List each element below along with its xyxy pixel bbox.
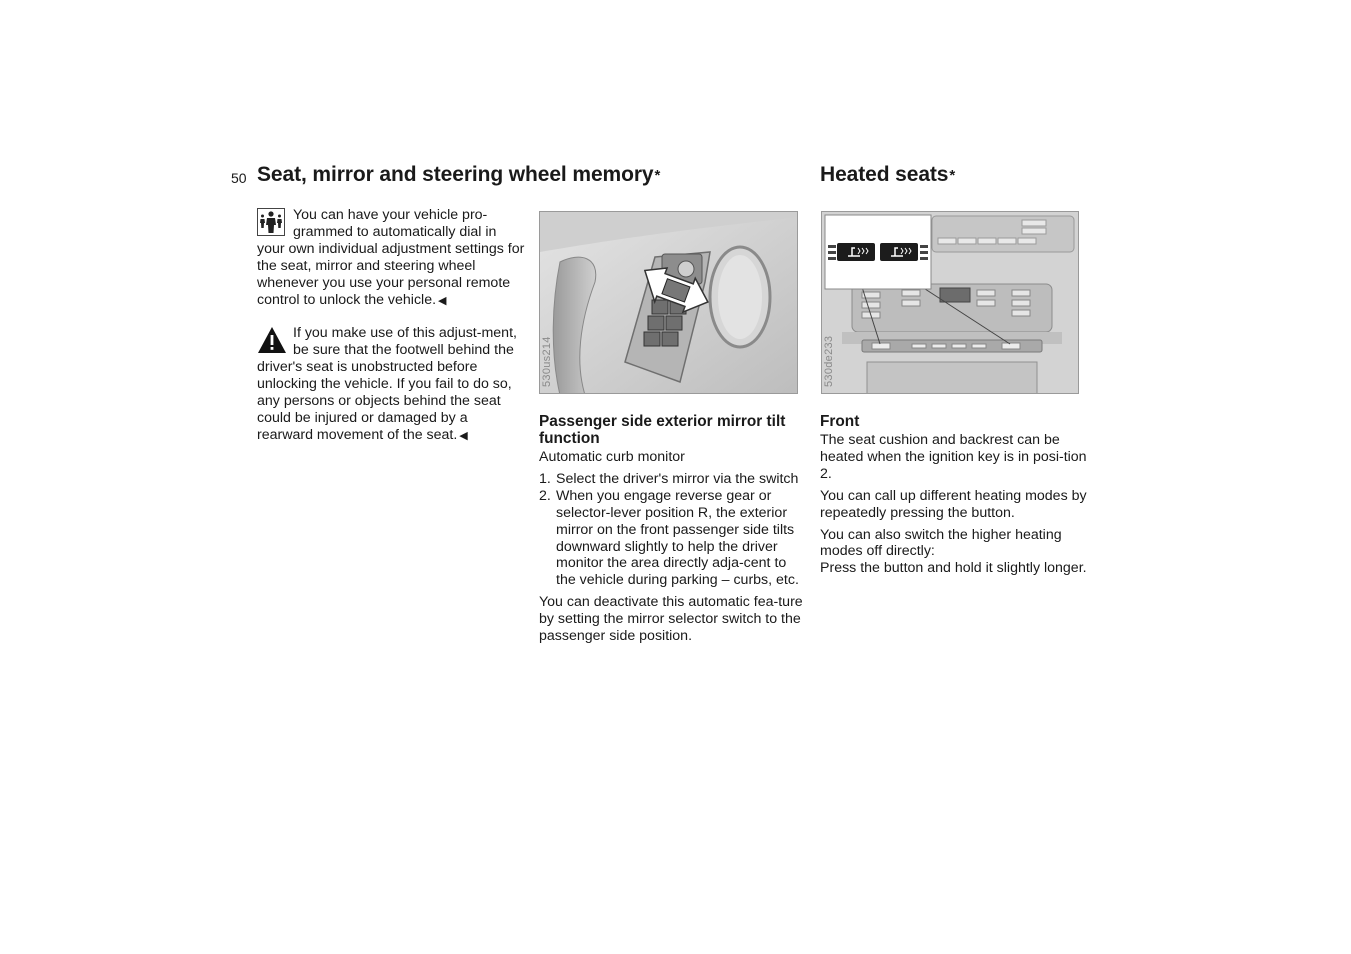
mirror-switch-illustration — [540, 212, 798, 394]
mirror-tilt-steps — [539, 471, 809, 589]
page-number: 50 — [231, 170, 247, 186]
figure-code: 530de233 — [823, 335, 835, 387]
heated-seats-paragraph-2: You can call up different heating modes by repeatedly pressing the button. — [820, 487, 1087, 521]
list-item — [539, 488, 809, 589]
step-text: Select the driver's mirror via the switch — [556, 470, 799, 487]
heated-seats-paragraph-1: The seat cushion and backrest can be heated when the ignition key is in posi-tion 2. — [820, 432, 1087, 482]
step-number: 1. — [539, 470, 551, 487]
figure-code: 530us214 — [541, 336, 553, 387]
heated-seats-paragraph-3: You can also switch the higher heating modes off directly: — [820, 526, 1062, 560]
list-item — [539, 471, 809, 488]
mirror-tilt-heading: Passenger side exterior mirror tilt function — [539, 413, 786, 447]
deactivate-paragraph: You can deactivate this automatic fea-ture by setting the mirror selector switch to the passenger side position. — [539, 594, 803, 645]
end-of-section-triangle: ◀ — [438, 294, 447, 307]
column-heated-seats-text — [820, 413, 1092, 582]
heading-text: Seat, mirror and steering wheel memory — [257, 163, 654, 186]
column-mirror-tilt-text — [539, 413, 809, 650]
mirror-switch-figure — [539, 211, 798, 394]
curb-monitor-intro: Automatic curb monitor — [539, 449, 685, 465]
heading-text: Heated seats — [820, 163, 949, 186]
memory-info-paragraph — [257, 207, 525, 309]
step-number: 2. — [539, 487, 551, 504]
end-of-section-triangle: ◀ — [459, 429, 468, 442]
column-memory-text — [257, 207, 525, 450]
person-memory-icon — [257, 208, 285, 236]
memory-info-text: You can have your vehicle pro-grammed to automatically dial in your own individual adjustment settings for the seat, mirror and steering wheel whenever you use your personal remote control to unlock the vehicle. — [257, 207, 525, 308]
warning-paragraph — [257, 325, 525, 444]
section-heading-heated-seats — [820, 163, 955, 187]
heated-seats-paragraph-4: Press the button and hold it slightly longer. — [820, 560, 1087, 577]
section-heading-memory — [257, 163, 660, 187]
option-star: * — [654, 167, 661, 184]
warning-triangle-icon — [257, 326, 287, 354]
option-star: * — [949, 167, 956, 184]
heated-seat-figure — [821, 211, 1079, 394]
step-text: When you engage reverse gear or selector-lever position R, the exterior mirror on the front passenger side tilts downward slightly to help the driver monitor the area directly adja-cent to the vehicle during parking – curbs, etc. — [556, 487, 799, 589]
warning-text: If you make use of this adjust-ment, be sure that the footwell behind the driver's seat is unobstructed before unlocking the vehicle. If you fail to do so, any persons or objects behind the seat could be injured or damaged by a rearward movement of the seat. — [257, 325, 517, 443]
console-illustration — [822, 212, 1079, 394]
front-heading: Front — [820, 413, 860, 430]
